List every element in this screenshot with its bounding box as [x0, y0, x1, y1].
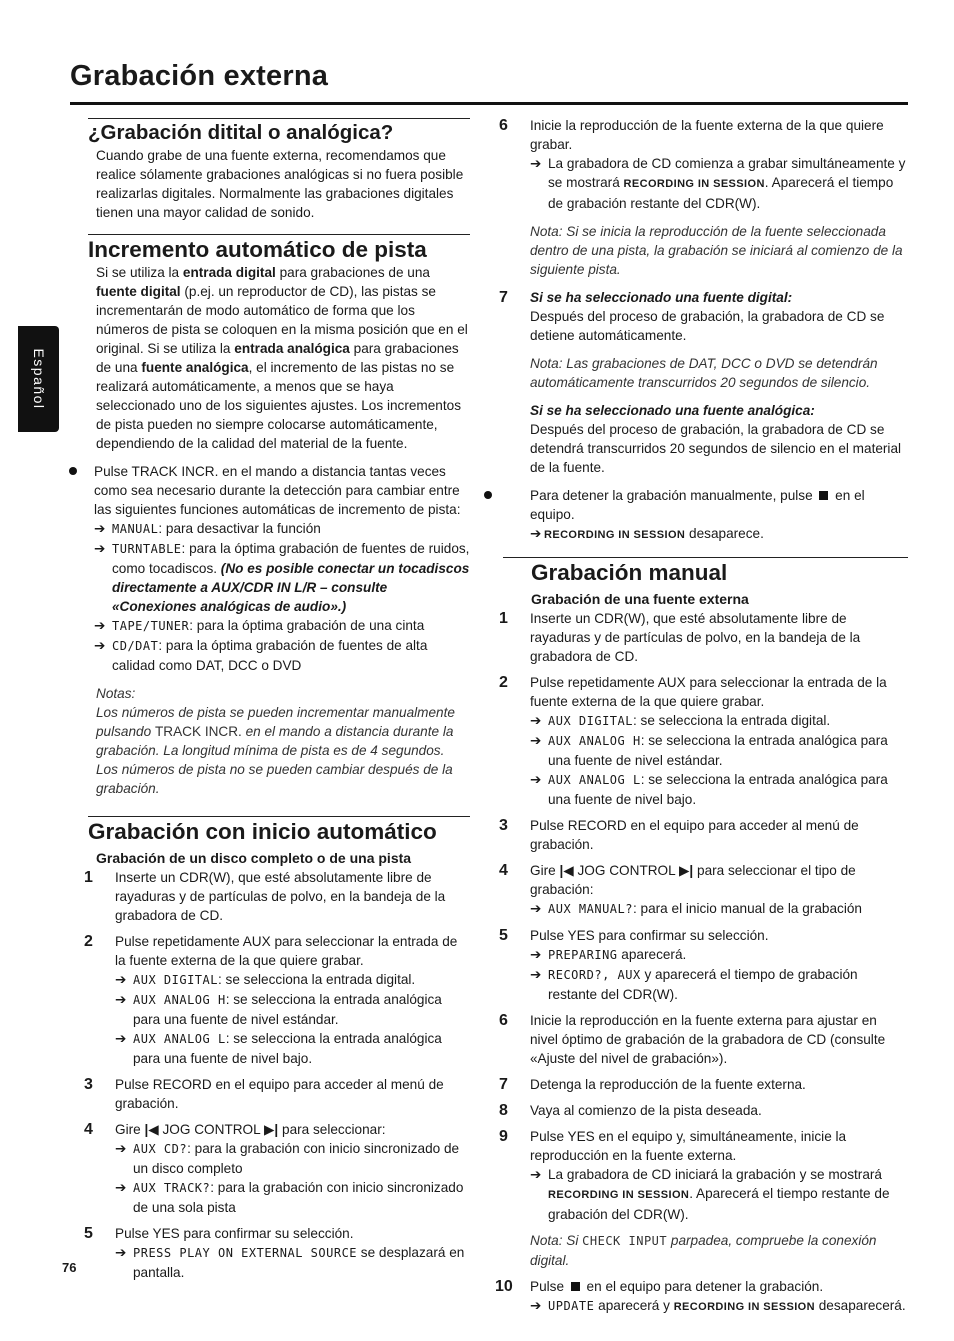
manual-step-4: 4 Gire |◀ JOG CONTROL ▶| para seleccionar el tipo de grabación: ➔ AUX MANUAL?: para el inicio manual de la grabación: [499, 862, 862, 916]
title-divider: [70, 102, 908, 105]
section-heading-track-increment: Incremento automático de pista: [88, 234, 470, 263]
section-heading-digital-analog: ¿Grabación ditital o analógica?: [88, 118, 470, 146]
step-1: 1 Inserte un CDR(W), que esté absolutamente libre de rayaduras y de partículas de polvo, en la bandeja de la grabadora de CD.: [84, 869, 446, 923]
bullet-dot: [69, 467, 77, 475]
language-tab: [18, 326, 59, 432]
manual-step-1: 1 Inserte un CDR(W), que esté absolutamente libre de rayaduras y de partículas de polvo, en la bandeja de la grabadora de CD.: [499, 610, 861, 664]
note-2: Los números de pista no se pueden cambiar después de la grabación.: [96, 762, 453, 796]
bullet-stop: Para detener la grabación manualmente, pulse en el equipo. ➔ RECORDING IN SESSION desaparece.: [503, 486, 908, 545]
paragraph-track-increment: Si se utiliza la entrada digital para grabaciones de una fuente digital (p.ej. un reproductor de CD), las pistas se incrementarán de modo automático de forma que los números de pista se coloquen en la misma posición que en el original. Si se utiliza la entrada analógica para grabaciones de una fuente analógica, el incremento de las pistas no se realizará automáticamente, a menos que se haya seleccionado uno de los siguientes ajustes. Los incrementos de pista pueden no siempre colocarse automáticamente, dependiendo de la calidad del material de la fuente.: [96, 265, 468, 451]
manual-step-7: 7 Detenga la reproducción de la fuente externa.: [499, 1076, 806, 1093]
stop-icon: [571, 1282, 580, 1291]
section-heading-manual: Grabación manual: [503, 557, 908, 586]
prev-icon: |◀: [144, 1122, 159, 1137]
manual-step-8: 8 Vaya al comienzo de la pista deseada.: [499, 1102, 762, 1119]
option-turntable: ➔ TURNTABLE: para la óptima grabación de fuentes de ruidos, como tocadiscos. (No es posible conectar un tocadiscos directamente a AUX/CDR IN L/R – consulte «Conexiones analógicas de audio».): [94, 541, 470, 614]
manual-step-6: 6 Inicie la reproducción en la fuente externa para ajustar en nivel óptimo de grabación de la grabadora de CD (consulte «Ajuste del nivel de grabación»).: [499, 1012, 886, 1066]
note-step-6: Nota: Si se inicia la reproducción de la fuente seleccionada dentro de una pista, la grabación se iniciará al comienzo de la siguiente pista.: [530, 224, 903, 277]
paragraph-digital-analog: Cuando grabe de una fuente externa, recomendamos que realice sólamente grabaciones analógicas si no fuera posible realizarlas digitales. Normalmente las grabaciones digitales tienen una mayor calidad de sonido.: [96, 148, 464, 220]
prev-icon: |◀: [559, 863, 574, 878]
manual-step-3: 3 Pulse RECORD en el equipo para acceder al menú de grabación.: [499, 817, 859, 852]
bullet-track-incr: Pulse TRACK INCR. en el mando a distancia tantas veces como sea necesario durante la detección para cambiar entre las siguientes funciones automáticas de incremento de pista: ➔ MANUAL: para desactivar la función ➔ TURNTABLE: para la óptima grabación de fuentes de ruidos, como tocadiscos. (No es posible conectar un tocadiscos directamente a AUX/CDR IN L/R – consulte «Conexiones analógicas de audio».) ➔ TAPE/TUNER: para la óptima grabación de una cinta ➔ CD/DAT: para la óptima grabación de fuentes de alta calidad como DAT, DCC o DVD: [88, 462, 470, 675]
option-cd-dat: ➔ CD/DAT: para la óptima grabación de fuentes de alta calidad como DAT, DCC o DVD: [94, 638, 428, 673]
step-4: 4 Gire |◀ JOG CONTROL ▶| para seleccionar: ➔ AUX CD?: para la grabación con inicio sincronizado de un disco completo ➔ AUX TRACK?: para la grabación con inicio sincronizado de una sola pista: [84, 1121, 464, 1215]
stop-icon: [819, 491, 828, 500]
page-title: Grabación externa: [70, 60, 329, 92]
section-heading-auto-start: Grabación con inicio automático: [88, 816, 470, 845]
left-column: [84, 118, 470, 1282]
notes-label: Notas:: [96, 686, 136, 701]
subheading-external: Grabación de una fuente externa: [531, 591, 749, 607]
page-number: 76: [62, 1260, 77, 1275]
next-icon: ▶|: [263, 1122, 279, 1137]
language-tab-label: Español: [30, 348, 47, 410]
step-7: 7 Si se ha seleccionado una fuente digital: Después del proceso de grabación, la grabadora de CD se detiene automáticamente. Nota: Las grabaciones de DAT, DCC o DVD se detendrán automáticamente transcurridos 20 segundos de silencio. Si se ha seleccionado una fuente analógica: Después del proceso de grabación, la grabadora de CD se detendrá transcurridos 20 segundos de silencio en el material de la fuente.: [499, 289, 902, 475]
note-1: Los números de pista se pueden incrementar manualmente pulsando TRACK INCR. en el mando a distancia durante la grabación. La longitud mínima de pista es de 4 segundos.: [96, 705, 455, 758]
option-tape-tuner: ➔ TAPE/TUNER: para la óptima grabación de una cinta: [94, 618, 425, 633]
note-step-9: Nota: Si CHECK INPUT parpadea, compruebe la conexión digital.: [530, 1233, 877, 1268]
manual-step-10: 10 Pulse en el equipo para detener la grabación. ➔ UPDATE aparecerá y RECORDING IN SESSION desaparecerá.: [495, 1278, 906, 1313]
subheading-full-disc: Grabación de un disco completo o de una pista: [96, 850, 412, 866]
right-column: [495, 116, 908, 1317]
next-icon: ▶|: [678, 863, 694, 878]
manual-step-5: 5 Pulse YES para confirmar su selección. ➔ PREPARING aparecerá. ➔ RECORD?, AUX y aparecerá el tiempo de grabación restante del CDR(W).: [499, 927, 858, 1002]
step-6: 6 Inicie la reproducción de la fuente externa de la que quiere grabar. ➔ La grabadora de CD comienza a grabar simultáneamente y se mostrará RECORDING IN SESSION. Aparecerá el tiempo de grabación restante del CDR(W). Nota: Si se inicia la reproducción de la fuente seleccionada dentro de una pista, la grabación se iniciará al comienzo de la siguiente pista.: [503, 116, 908, 279]
step-5: 5 Pulse YES para confirmar su selección. ➔ PRESS PLAY ON EXTERNAL SOURCE se desplazará en pantalla.: [84, 1225, 465, 1280]
manual-step-2: 2 Pulse repetidamente AUX para seleccionar la entrada de la fuente externa de la que quiere grabar. ➔ AUX DIGITAL: se selecciona la entrada digital. ➔ AUX ANALOG H: se selecciona la entrada analógica para una fuente de nivel estándar. ➔ AUX ANALOG L: se selecciona la entrada analógica para una fuente de nivel bajo.: [499, 674, 888, 807]
option-manual: ➔ MANUAL: para desactivar la función: [94, 521, 321, 536]
manual-step-9: 9 Pulse YES en el equipo y, simultáneamente, inicie la reproducción en la fuente externa. ➔ La grabadora de CD iniciará la grabación y se mostrará RECORDING IN SESSION. Aparecerá el tiempo restante de grabación del CDR(W). Nota: Si CHECK INPUT parpadea, compruebe la conexión digital.: [503, 1127, 908, 1270]
step-3: 3 Pulse RECORD en el equipo para acceder al menú de grabación.: [84, 1076, 444, 1111]
step-2: 2 Pulse repetidamente AUX para seleccionar la entrada de la fuente externa de la que quiere grabar. ➔ AUX DIGITAL: se selecciona la entrada digital. ➔ AUX ANALOG H: se selecciona la entrada analógica para una fuente de nivel estándar. ➔ AUX ANALOG L: se selecciona la entrada analógica para una fuente de nivel bajo.: [84, 933, 458, 1066]
